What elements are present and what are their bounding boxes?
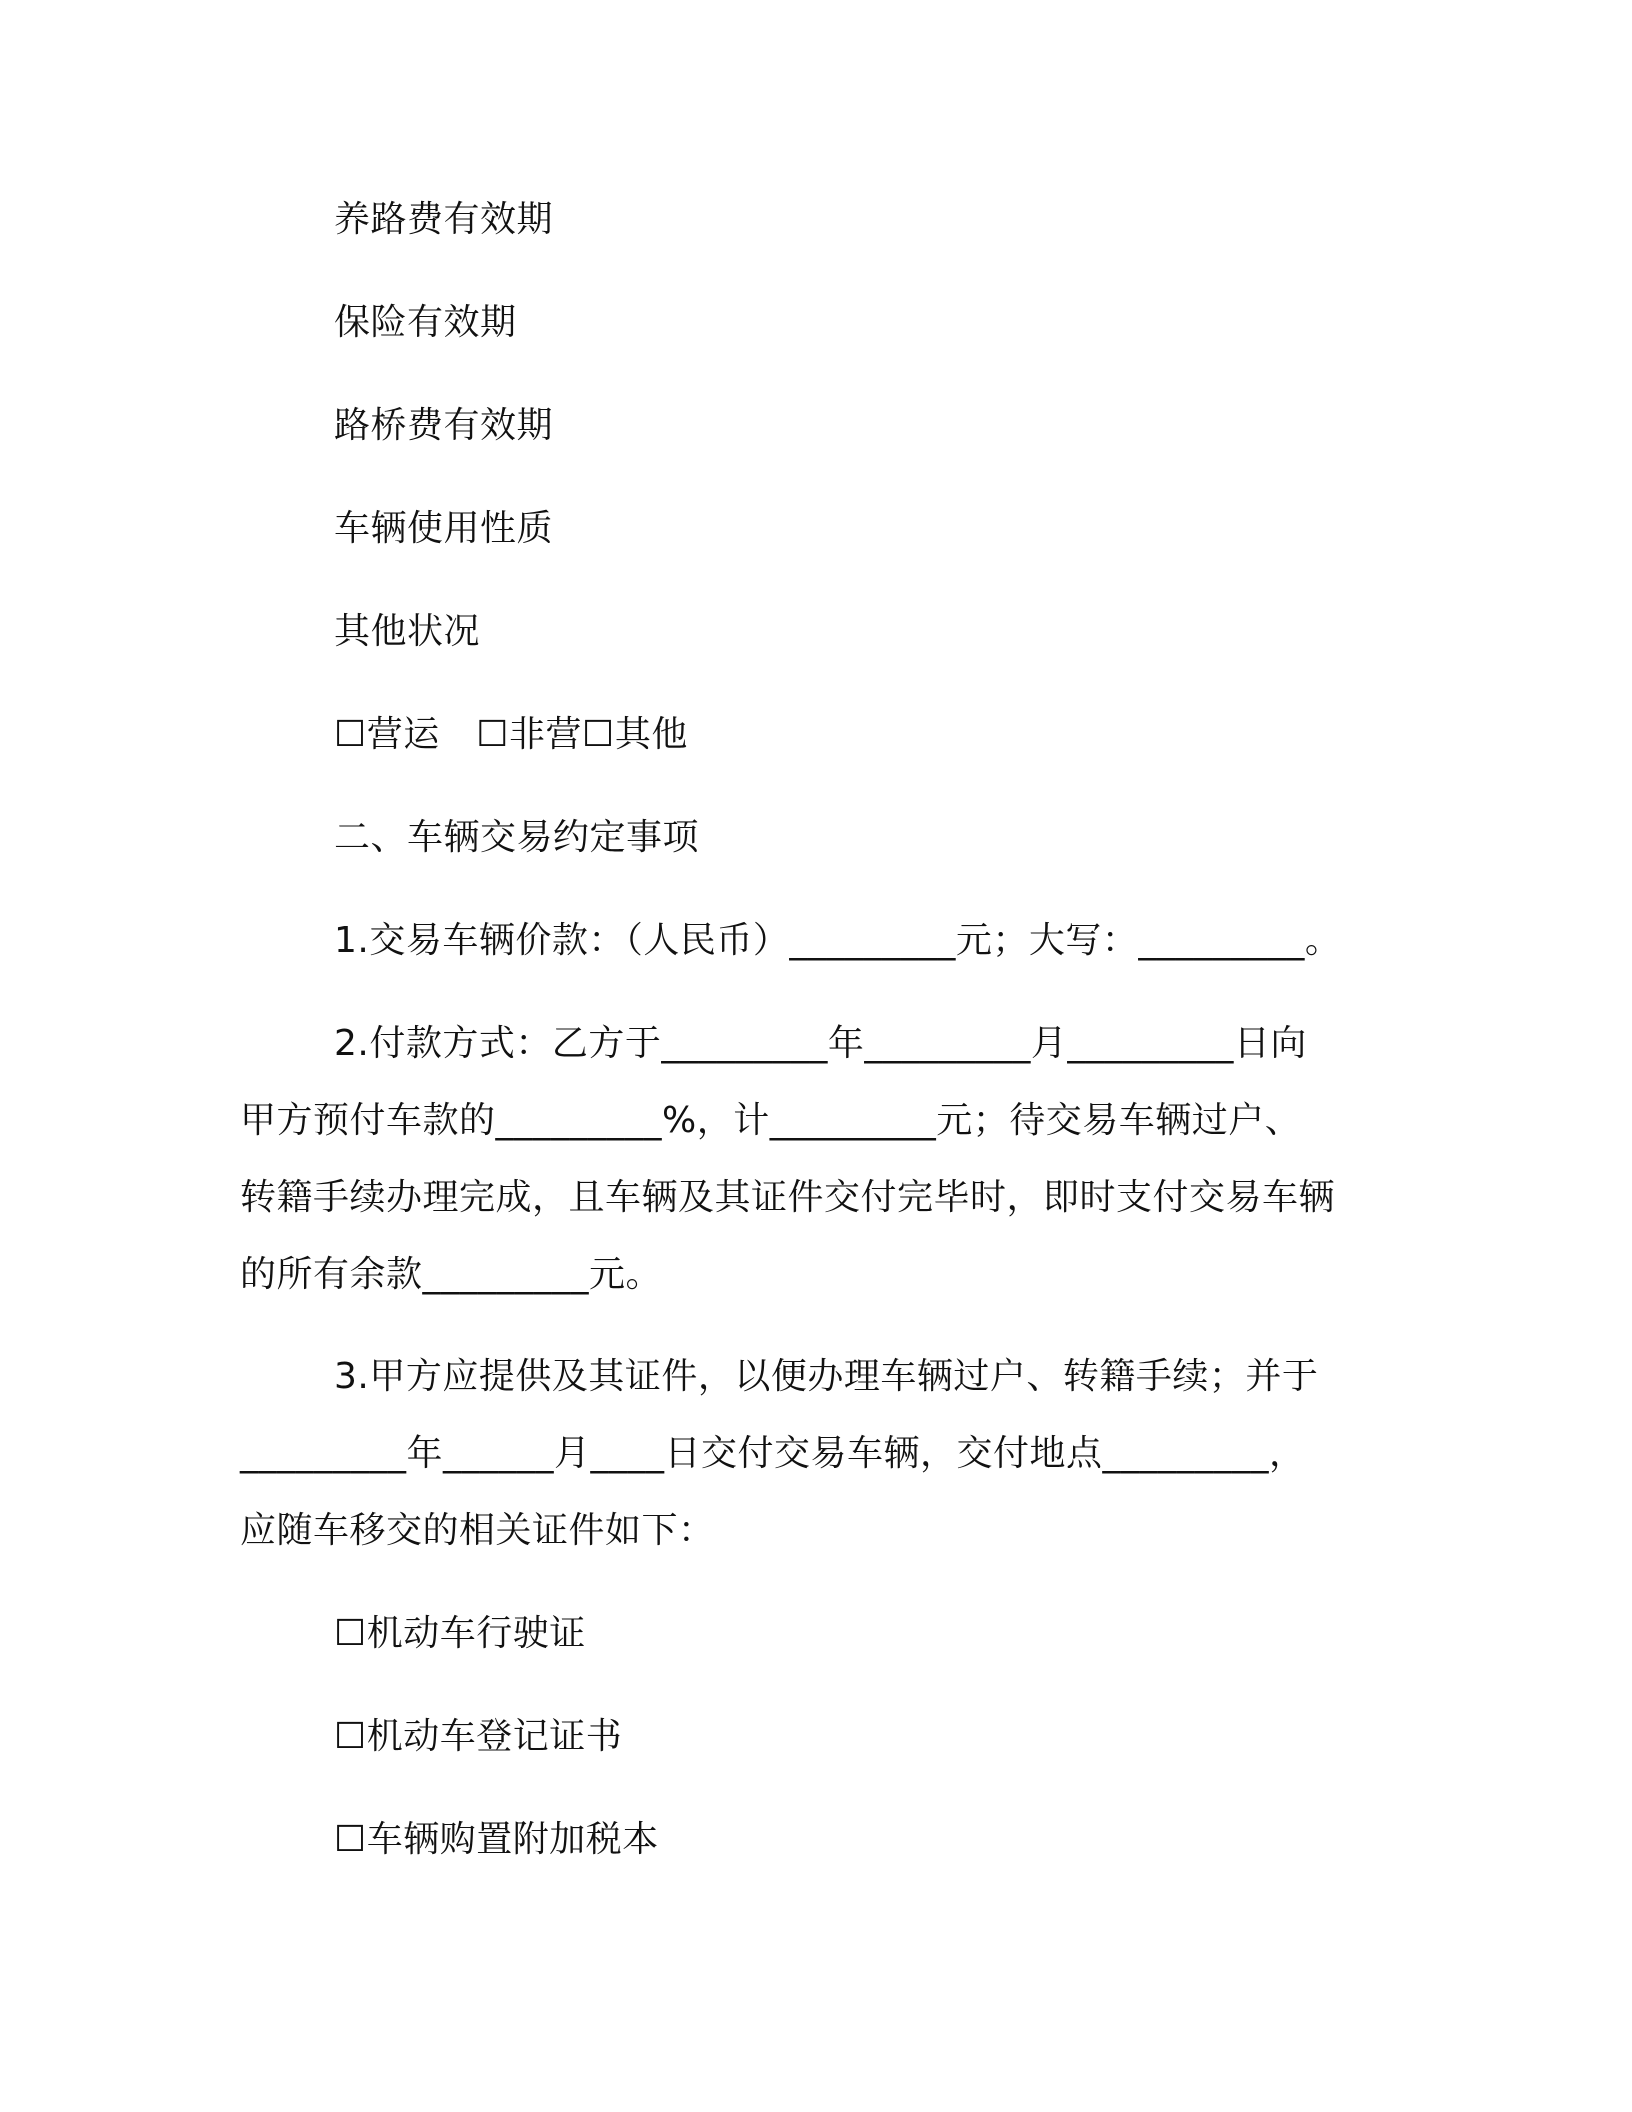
status-item-usage-nature: 车辆使用性质 (334, 508, 554, 549)
status-item-other-condition: 其他状况 (334, 611, 481, 652)
status-item-road-maintenance-fee: 养路费有效期 (334, 199, 554, 240)
clause-2-line-3: 转籍手续办理完成，且车辆及其证件交付完毕时，即时支付交易车辆 (240, 1177, 1336, 1218)
clause-1-price: 1.交易车辆价款：（人民币）_________元；大写：_________。 (334, 920, 1342, 961)
clause-3-line-1: 3.甲方应提供及其证件，以便办理车辆过户、转籍手续；并于 (334, 1356, 1319, 1397)
status-item-toll-fee: 路桥费有效期 (334, 405, 554, 446)
document-item-registration-certificate: ☐机动车登记证书 (334, 1716, 623, 1757)
section-two-heading: 二、车辆交易约定事项 (334, 817, 700, 858)
clause-3-line-3: 应随车移交的相关证件如下： (240, 1510, 715, 1551)
clause-2-line-1: 2.付款方式：乙方于_________年_________月_________日向 (334, 1023, 1307, 1064)
clause-2-line-4: 的所有余款_________元。 (240, 1254, 663, 1295)
clause-3-line-2: _________年______月____日交付交易车辆，交付地点_________， (240, 1433, 1306, 1474)
document-item-driving-license: ☐机动车行驶证 (334, 1613, 586, 1654)
status-item-insurance: 保险有效期 (334, 302, 517, 343)
clause-2-line-2: 甲方预付车款的_________%，计_________元；待交易车辆过户、 (240, 1100, 1302, 1141)
document-item-purchase-tax-book: ☐车辆购置附加税本 (334, 1819, 659, 1860)
usage-checkbox-options: ☐营运 ☐非营☐其他 (334, 714, 688, 755)
